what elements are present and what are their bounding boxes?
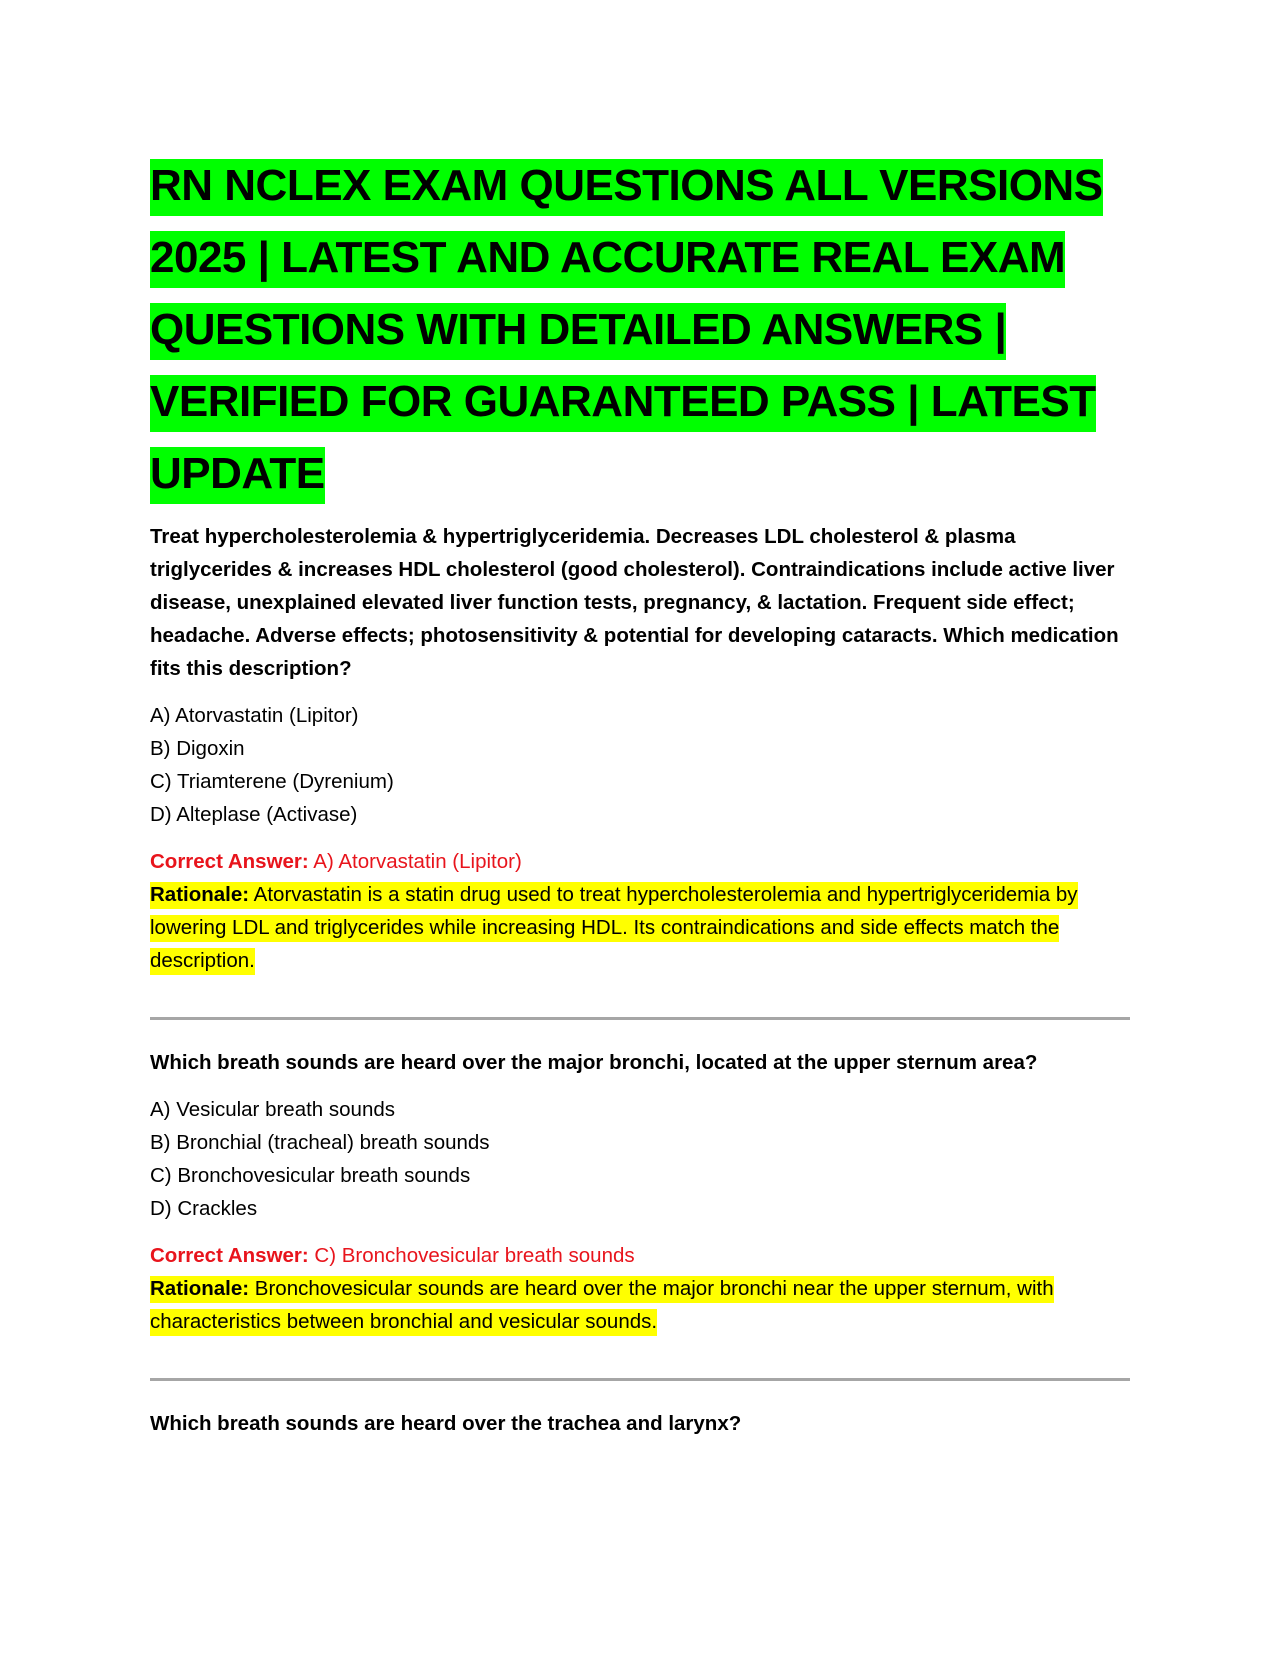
correct-answer-value: A) Atorvastatin (Lipitor)	[308, 850, 522, 873]
option-a: A) Atorvastatin (Lipitor)	[150, 704, 359, 727]
option-a: A) Vesicular breath sounds	[150, 1098, 395, 1121]
option-c: C) Triamterene (Dyrenium)	[150, 770, 394, 793]
rationale-text: Atorvastatin is a statin drug used to treat hypercholesterolemia and hypertriglyceridemia by lowering LDL and triglycerides while increasing HDL. Its contraindications and side effects match the description.	[150, 883, 1078, 972]
rationale-text: Bronchovesicular sounds are heard over the major bronchi near the upper sternum, with characteristics between bronchial and vesicular sounds.	[150, 1277, 1054, 1333]
page-title	[150, 150, 1130, 510]
question-text: Which breath sounds are heard over the major bronchi, located at the upper sternum area?	[150, 1051, 1038, 1074]
option-d: D) Crackles	[150, 1197, 258, 1220]
question-block-2	[150, 1046, 1130, 1338]
correct-answer-label: Correct Answer:	[150, 1244, 309, 1267]
option-b: B) Digoxin	[150, 737, 245, 760]
rationale	[150, 878, 1130, 977]
question-text: Which breath sounds are heard over the trachea and larynx?	[150, 1412, 742, 1435]
question-text: Treat hypercholesterolemia & hypertriglyceridemia. Decreases LDL cholesterol & plasma triglycerides & increases HDL cholesterol (good cholesterol). Contraindications include active liver disease, unexplained elevated liver function tests, pregnancy, & lactation. Frequent side effect; headache. Adverse effects; photosensitivity & potential for developing cataracts. Which medication fits this description?	[150, 525, 1119, 680]
rationale-highlight	[150, 1276, 1054, 1336]
correct-answer-value: C) Bronchovesicular breath sounds	[308, 1244, 635, 1267]
rationale-highlight	[150, 882, 1078, 975]
question-block-1	[150, 520, 1130, 977]
title-highlight: RN NCLEX EXAM QUESTIONS ALL VERSIONS 2025 | LATEST AND ACCURATE REAL EXAM QUESTIONS WITH DETAILED ANSWERS | VERIFIED FOR GUARANTEED PASS | LATEST UPDATE	[150, 159, 1103, 504]
correct-answer	[150, 845, 1130, 878]
rationale-label: Rationale:	[150, 1277, 250, 1300]
rationale	[150, 1272, 1130, 1338]
correct-answer-label: Correct Answer:	[150, 850, 309, 873]
question-block-3	[150, 1407, 1130, 1440]
answer-options	[150, 1093, 1130, 1225]
answer-options	[150, 699, 1130, 831]
section-divider	[150, 1017, 1130, 1020]
option-c: C) Bronchovesicular breath sounds	[150, 1164, 471, 1187]
section-divider	[150, 1378, 1130, 1381]
correct-answer	[150, 1239, 1130, 1272]
rationale-label: Rationale:	[150, 883, 250, 906]
option-d: D) Alteplase (Activase)	[150, 803, 358, 826]
option-b: B) Bronchial (tracheal) breath sounds	[150, 1131, 490, 1154]
document-page	[150, 150, 1130, 1440]
